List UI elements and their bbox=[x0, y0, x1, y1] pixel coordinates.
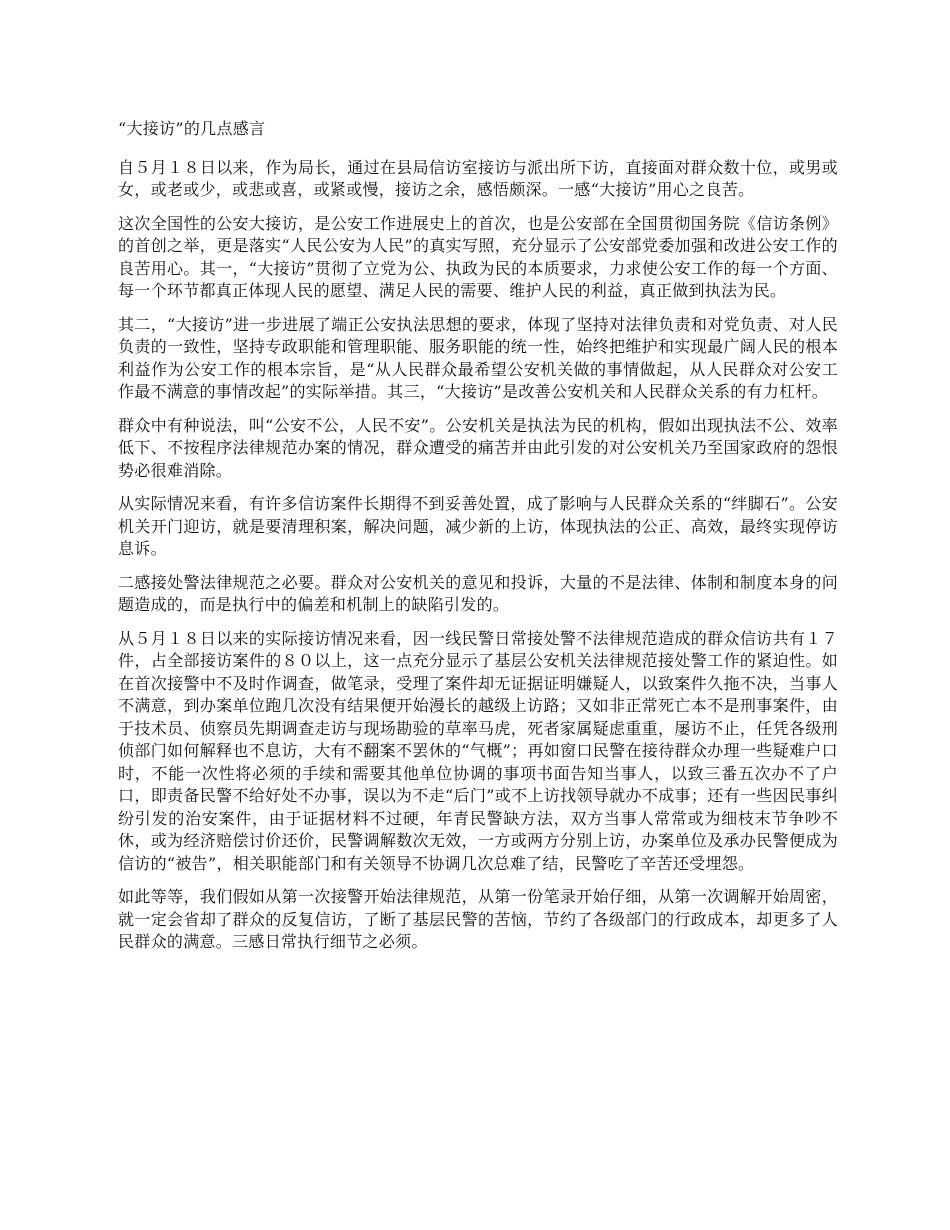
paragraph-5: 从实际情况来看，有许多信访案件长期得不到妥善处置，成了影响与人民群众关系的“绊脚石”。公安机关开门迎访，就是要清理积案，解决问题，减少新的上访，体现执法的公正、高效，最终实现停访息诉。 bbox=[118, 494, 838, 558]
paragraph-4: 群众中有种说法，叫“公安不公，人民不安”。公安机关是执法为民的机构，假如出现执法不公、效率低下、不按程序法律规范办案的情况，群众遭受的痛苦并由此引发的对公安机关乃至国家政府的怨恨势必很难消除。 bbox=[118, 415, 838, 480]
paragraph-3: 其二，“大接访”进一步进展了端正公安执法思想的要求，体现了坚持对法律负责和对党负责、对人民负责的一致性，坚持专政职能和管理职能、服务职能的统一性，始终把维护和实现最广阔人民的根本利益作为公安工作的根本宗旨，是“从人民群众最希望公安机关做的事情做起，从人民群众对公安工作最不满意的事情改起”的实际举措。其三，“大接访”是改善公安机关和人民群众关系的有力杠杆。 bbox=[118, 314, 838, 401]
paragraph-1: 自５月１８日以来，作为局长，通过在县局信访室接访与派出所下访，直接面对群众数十位，或男或女，或老或少，或悲或喜，或紧或慢，接访之余，感悟颇深。一感“大接访”用心之良苦。 bbox=[118, 157, 838, 199]
document-title: “大接访”的几点感言 bbox=[118, 119, 266, 138]
paragraph-8: 如此等等，我们假如从第一次接警开始法律规范，从第一份笔录开始仔细，从第一次调解开始周密，就一定会省却了群众的反复信访，了断了基层民警的苦恼，节约了各级部门的行政成本，却更多了人民群众的满意。三感日常执行细节之必须。 bbox=[118, 887, 838, 951]
paragraph-7: 从５月１８日以来的实际接访情况来看，因一线民警日常接处警不法律规范造成的群众信访共有１７件，占全部接访案件的８０以上，这一点充分显示了基层公安机关法律规范接处警工作的紧迫性。如在首次接警中不及时作调查，做笔录，受理了案件却无证据证明嫌疑人，以致案件久拖不决，当事人不满意，到办案单位跑几次没有结果便开始漫长的越级上访路；又如非正常死亡本不是刑事案件，由于技术员、侦察员先期调查走访与现场勘验的草率马虎，死者家属疑虑重重，屡访不止，任凭各级刑侦部门如何解释也不息访，大有不翻案不罢休的“气概”；再如窗口民警在接待群众办理一些疑难户口时，不能一次性将必须的手续和需要其他单位协调的事项书面告知当事人，以致三番五次办不了户口，即责备民警不给好处不办事，误以为不走“后门”或不上访找领导就办不成事；还有一些因民事纠纷引发的治安案件，由于证据材料不过硬，年青民警缺方法，双方当事人常常或为细枝末节争吵不休，或为经济赔偿讨价还价，民警调解数次无效，一方或两方分别上访，办案单位及承办民警便成为信访的“被告”，相关职能部门和有关领导不协调几次总难了结，民警吃了辛苦还受埋怨。 bbox=[118, 628, 838, 873]
paragraph-2: 这次全国性的公安大接访，是公安工作进展史上的首次，也是公安部在全国贯彻国务院《信访条例》的首创之举，更是落实“人民公安为人民”的真实写照，充分显示了公安部党委加强和改进公安工作的良苦用心。其一，“大接访”贯彻了立党为公、执政为民的本质要求，力求使公安工作的每一个方面、每一个环节都真正体现人民的愿望、满足人民的需要、维护人民的利益，真正做到执法为民。 bbox=[118, 213, 838, 300]
paragraph-6: 二感接处警法律规范之必要。群众对公安机关的意见和投诉，大量的不是法律、体制和制度本身的问题造成的，而是执行中的偏差和机制上的缺陷引发的。 bbox=[118, 572, 838, 614]
document-page bbox=[118, 118, 838, 965]
